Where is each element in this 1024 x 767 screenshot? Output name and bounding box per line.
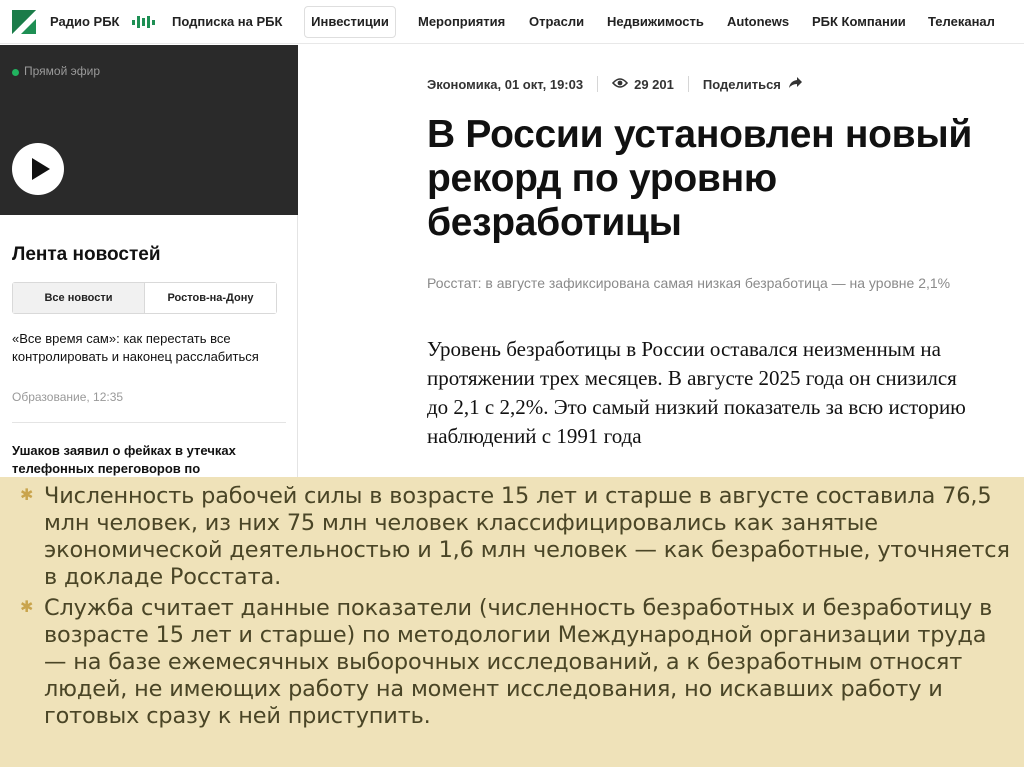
slide-bullet-text: Служба считает данные показатели (численность безработных и безработицу в возрасте 15 лет и старше) по методологии Международной организации труда — на базе ежемесячных выборочных исследований, а к безработным относят людей, не имеющих работу на момент исследования, но искавших работу и готовых сразу к ней приступить.: [44, 595, 993, 729]
slide-bullet-text: Численность рабочей силы в возрасте 15 лет и старше в августе составила 76,5 млн человек, из них 75 млн человек классифицировались как занятые экономической деятельностью и 1,6 млн человек — как безработные, уточняется в докладе Росстата.: [44, 483, 1010, 590]
meta-divider: [597, 76, 598, 92]
article-headline: В России установлен новый рекорд по уровню безработицы: [427, 113, 973, 244]
tab-rostov[interactable]: Ростов-на-Дону: [145, 283, 276, 313]
nav-item-industries[interactable]: Отрасли: [529, 14, 585, 29]
nav-item-events[interactable]: Мероприятия: [418, 14, 506, 29]
share-button[interactable]: Поделиться: [702, 76, 781, 92]
live-label: Прямой эфир: [24, 64, 100, 78]
article-lead: Уровень безработицы в России оставался неизменным на протяжении трех месяцев. В августе 2025 года он снизился до 2,1 с 2,2%. Это самый низкий показатель за всю историю наблюдений с 1991 года: [427, 337, 966, 448]
meta-divider: [688, 76, 689, 92]
rbc-logo-icon[interactable]: [12, 10, 36, 34]
share-arrow-icon[interactable]: [788, 76, 803, 92]
nav-item-rbc-companies[interactable]: РБК Компании: [812, 14, 906, 29]
tab-all-news[interactable]: Все новости: [13, 283, 145, 313]
news-feed-tabs: [12, 282, 277, 314]
article-rubric-date[interactable]: Экономика, 01 окт, 19:03: [427, 76, 584, 92]
fleuron-bullet-icon: ✱: [20, 599, 34, 616]
nav-item-investments[interactable]: Инвестиции: [304, 6, 396, 38]
news-item-meta: Образование, 12:35: [12, 390, 124, 404]
play-button[interactable]: [12, 143, 64, 195]
play-icon: [12, 143, 64, 195]
live-player: [0, 45, 298, 215]
news-item-title[interactable]: «Все время сам»: как перестать все контролировать и наконец расслабиться: [12, 331, 259, 364]
fleuron-bullet-icon: ✱: [20, 487, 34, 504]
news-feed: [0, 215, 298, 485]
article-subtitle: Росстат: в августе зафиксирована самая низкая безработица — на уровне 2,1%: [427, 275, 951, 291]
views-count: 29 201: [634, 76, 674, 92]
nav-item-autonews[interactable]: Autonews: [727, 14, 790, 29]
live-indicator-icon: [12, 69, 19, 76]
slide-text-panel: [0, 477, 1024, 767]
feed-divider: [12, 422, 286, 423]
subscription-link[interactable]: Подписка на РБК: [172, 14, 283, 29]
eye-icon: [612, 77, 628, 92]
top-navigation: [0, 0, 1024, 44]
article-meta: [427, 74, 803, 94]
nav-item-tv-channel[interactable]: Телеканал: [928, 14, 995, 29]
radio-wave-icon: [132, 16, 155, 28]
news-feed-title: Лента новостей: [12, 244, 161, 265]
nav-item-real-estate[interactable]: Недвижимость: [607, 14, 704, 29]
news-item-title[interactable]: Ушаков заявил о фейках в утечках телефонных переговоров по: [12, 443, 236, 476]
radio-rbc-link[interactable]: Радио РБК: [50, 14, 120, 29]
